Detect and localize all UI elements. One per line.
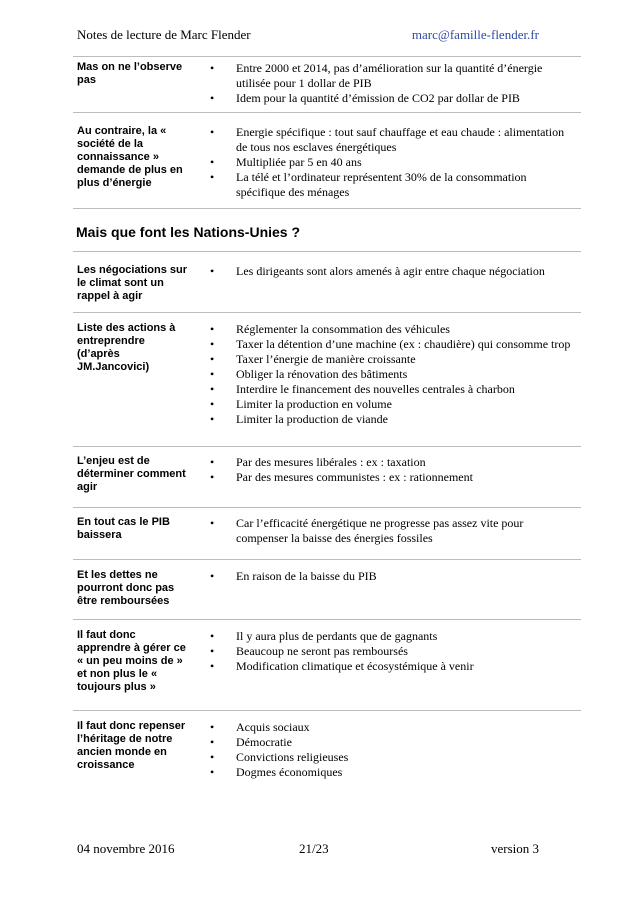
list-item: • Energie spécifique : tout sauf chauffage et eau chaude : alimentation de tous nos esclaves énergétiques [210, 125, 565, 154]
row-label: Mas on ne l’observe pas [77, 61, 183, 86]
list-item: • Multipliée par 5 en 40 ans [210, 155, 362, 169]
bullet-list [210, 516, 577, 546]
list-item: • Démocratie [210, 735, 292, 749]
row-label: Au contraire, la « société de la connaissance » demande de plus en plus d’énergie [77, 125, 183, 189]
table-row [73, 313, 581, 447]
bullet-list [210, 61, 577, 106]
table-row [73, 113, 581, 209]
list-item: • Les dirigeants sont alors amenés à agir entre chaque négociation [210, 264, 545, 278]
list-item: • Réglementer la consommation des véhicules [210, 322, 450, 336]
notes-table-2 [73, 252, 581, 791]
list-item: • Interdire le financement des nouvelles centrales à charbon [210, 382, 515, 396]
list-item: • La télé et l’ordinateur représentent 30% de la consommation spécifique des ménages [210, 170, 527, 199]
table-row [73, 447, 581, 508]
row-label: Il faut donc repenser l’héritage de notre ancien monde en croissance [77, 720, 186, 771]
table-row [73, 508, 581, 560]
footer-page-number: 21/23 [299, 841, 329, 856]
bullet-list [210, 455, 577, 485]
list-item: • Limiter la production de viande [210, 412, 388, 426]
bullet-list [210, 264, 577, 279]
list-item: • Obliger la rénovation des bâtiments [210, 367, 408, 381]
footer-date: 04 novembre 2016 [77, 841, 175, 856]
list-item: • Modification climatique et écosystémique à venir [210, 659, 474, 673]
table-row [73, 56, 581, 113]
list-item: • Car l’efficacité énergétique ne progresse pas assez vite pour compenser la baisse des énergies fossiles [210, 516, 524, 545]
list-item: • Taxer la détention d’une machine (ex : chaudière) qui consomme trop [210, 337, 571, 351]
bullet-list [210, 720, 577, 780]
bullet-list [210, 629, 577, 674]
table-row [73, 711, 581, 791]
notes-table-1 [73, 56, 581, 209]
bullet-list [210, 569, 577, 584]
list-item: • En raison de la baisse du PIB [210, 569, 377, 583]
row-label: Les négociations sur le climat sont un rappel à agir [77, 264, 188, 302]
row-label: Liste des actions à entreprendre (d’après JM.Jancovici) [77, 322, 176, 373]
list-item: • Convictions religieuses [210, 750, 349, 764]
bullet-list [210, 322, 577, 427]
list-item: • Beaucoup ne seront pas remboursés [210, 644, 408, 658]
header-author: Notes de lecture de Marc Flender [77, 27, 251, 42]
table-row [73, 252, 581, 313]
table-row [73, 620, 581, 711]
page-footer [77, 841, 539, 859]
list-item: • Idem pour la quantité d’émission de CO2 par dollar de PIB [210, 91, 520, 105]
list-item: • Dogmes économiques [210, 765, 343, 779]
header-email-link[interactable]: marc@famille-flender.fr [411, 27, 539, 42]
footer-version: version 3 [490, 841, 539, 856]
list-item: • Par des mesures communistes : ex : rationnement [210, 470, 473, 484]
list-item: • Taxer l’énergie de manière croissante [210, 352, 416, 366]
list-item: • Acquis sociaux [210, 720, 310, 734]
page-header [77, 27, 539, 45]
row-label: L’enjeu est de déterminer comment agir [77, 455, 186, 493]
list-item: • Il y aura plus de perdants que de gagnants [210, 629, 438, 643]
row-label: Et les dettes ne pourront donc pas être remboursées [77, 569, 175, 607]
table-row [73, 560, 581, 620]
list-item: • Par des mesures libérales : ex : taxation [210, 455, 426, 469]
list-item: • Entre 2000 et 2014, pas d’amélioration sur la quantité d’énergie utilisée pour 1 dollar de PIB [210, 61, 543, 90]
row-label: En tout cas le PIB baissera [77, 516, 170, 541]
section-title: Mais que font les Nations-Unies ? [76, 224, 301, 240]
row-label: Il faut donc apprendre à gérer ce « un peu moins de » et non plus le « toujours plus » [77, 629, 186, 693]
bullet-list [210, 125, 577, 200]
list-item: • Limiter la production en volume [210, 397, 392, 411]
